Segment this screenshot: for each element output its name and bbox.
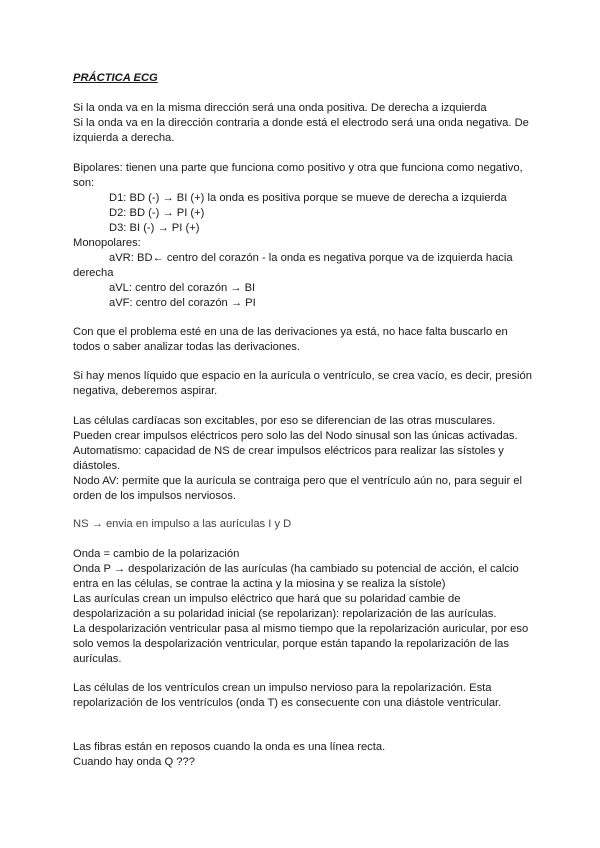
paragraph-4-line-6: La despolarización ventricular pasa al mismo tiempo que la repolarización auricular, por eso: [73, 623, 529, 635]
paragraph-6-line-2: Cuando hay onda Q ???: [73, 756, 195, 768]
paragraph-4-line-5: despolarización a su polaridad inicial (se repolarizan): repolarización de las aurículas.: [73, 608, 497, 620]
paragraph-3-line-5: Nodo AV: permite que la aurícula se contraiga pero que el ventrículo aún no, para seguir el: [73, 475, 523, 487]
paragraph-4-line-4: Las aurículas crean un impulso eléctrico que hará que su polaridad cambie de: [73, 593, 461, 605]
paragraph-4-line-1: Onda = cambio de la polarización: [73, 548, 240, 560]
bipolares-line-2: son:: [73, 177, 95, 189]
paragraph-5-line-1: Las células de los ventrículos crean un impulso nervioso para la repolarización. Esta: [73, 682, 492, 694]
paragraph-3-line-2: Pueden crear impulsos eléctricos pero solo las del Nodo sinusal son las únicas activadas.: [73, 430, 518, 442]
paragraph-1-line-2: todos o saber analizar todas las derivaciones.: [73, 341, 300, 353]
paragraph-4-line-8: aurículas.: [73, 653, 122, 665]
lead-avl: aVL: centro del corazón → BI: [109, 282, 256, 294]
paragraph-4-line-3: entra en las células, se contrae la actina y la miosina y se realiza la sístole): [73, 578, 446, 590]
paragraph-3-line-6: orden de los impulsos nerviosos.: [73, 490, 236, 502]
lead-avf: aVF: centro del corazón → PI: [109, 297, 256, 309]
bipolares-line-1: Bipolares: tienen una parte que funciona como positivo y otra que funciona como negativo,: [73, 162, 523, 174]
paragraph-5-line-2: repolarización de los ventrículos (onda T) es consecuente con una diástole ventricular.: [73, 697, 502, 709]
paragraph-6-line-1: Las fibras están en reposos cuando la onda es una línea recta.: [73, 741, 386, 753]
intro-line-1: Si la onda va en la misma dirección será una onda positiva. De derecha a izquierda: [73, 102, 487, 114]
paragraph-1-line-1: Con que el problema esté en una de las derivaciones ya está, no hace falta buscarlo en: [73, 326, 508, 338]
paragraph-3-line-1: Las células cardíacas son excitables, por eso se diferencian de las otras musculares.: [73, 415, 496, 427]
ns-line: NS → envia en impulso a las aurículas I y D: [73, 518, 292, 530]
paragraph-3-line-3: Automatismo: capacidad de NS de crear impulsos eléctricos para realizar las sístoles y: [73, 445, 504, 457]
page-title: PRÁCTICA ECG: [73, 72, 158, 84]
paragraph-2-line-2: negativa, deberemos aspirar.: [73, 385, 218, 397]
lead-d3: D3: BI (-) → PI (+): [109, 222, 200, 234]
paragraph-2-line-1: Si hay menos líquido que espacio en la aurícula o ventrículo, se crea vacío, es decir, presión: [73, 370, 532, 382]
lead-avr-cont: derecha: [73, 267, 114, 279]
paragraph-4-line-2: Onda P → despolarización de las aurículas (ha cambiado su potencial de acción, el calcio: [73, 563, 519, 575]
paragraph-4-line-7: solo vemos la despolarización ventricular, porque están tapando la repolarización de las: [73, 638, 509, 650]
lead-avr: aVR: BD← centro del corazón - la onda es negativa porque va de izquierda hacia: [109, 252, 513, 264]
lead-d1: D1: BD (-) → BI (+) la onda es positiva porque se mueve de derecha a izquierda: [109, 192, 507, 204]
intro-line-2: Si la onda va en la dirección contraria a donde está el electrodo será una onda negativa. De: [73, 117, 529, 129]
intro-line-3: izquierda a derecha.: [73, 132, 175, 144]
paragraph-3-line-4: diástoles.: [73, 460, 121, 472]
monopolares-heading: Monopolares:: [73, 237, 141, 249]
lead-d2: D2: BD (-) → PI (+): [109, 207, 205, 219]
